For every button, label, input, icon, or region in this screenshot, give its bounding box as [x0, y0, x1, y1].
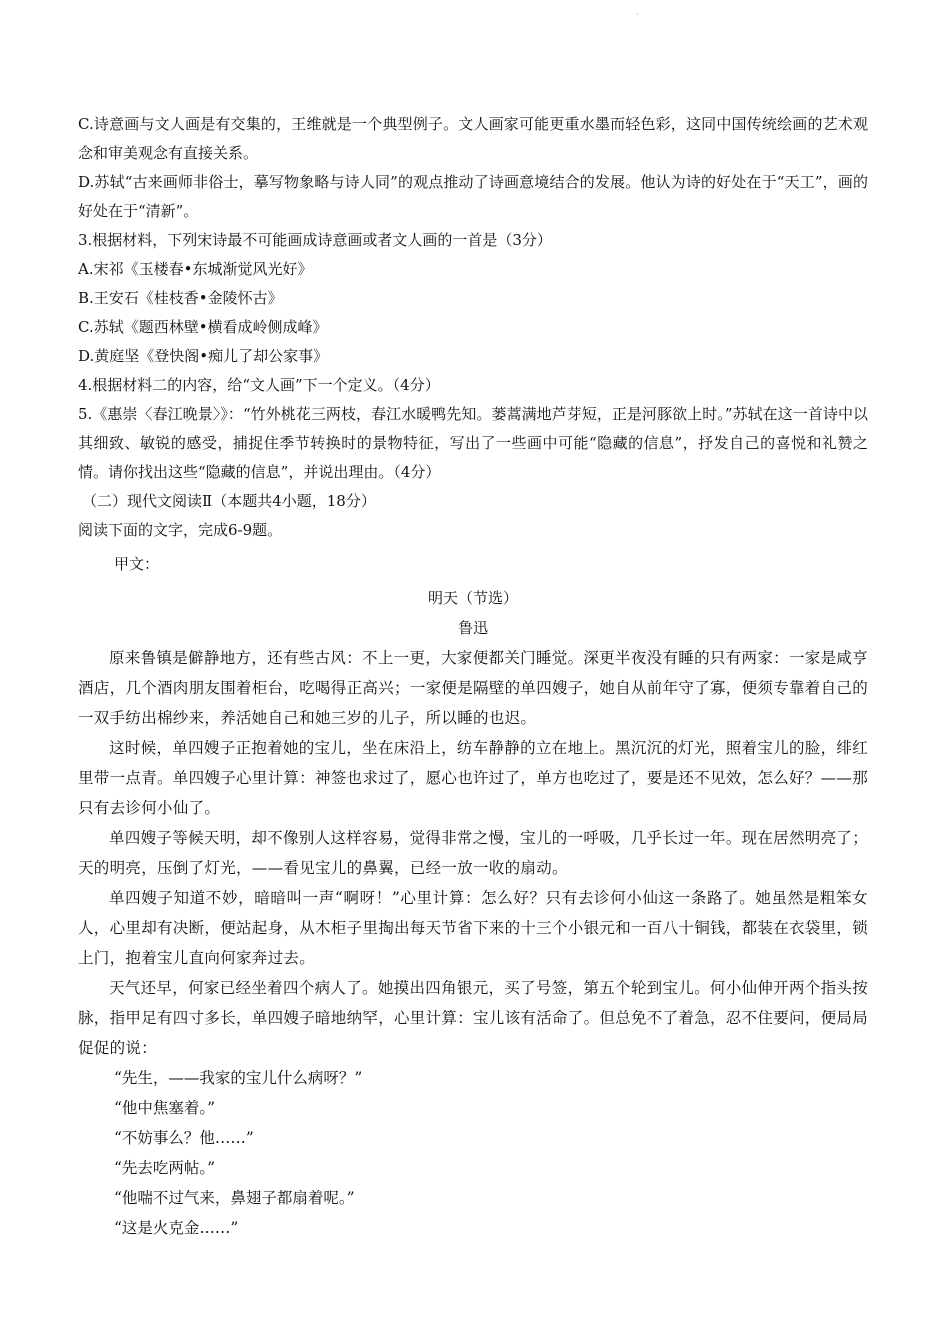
dialogue-line: “这是火克金……”	[114, 1219, 239, 1237]
section-heading: （二）现代文阅读Ⅱ（本题共4小题，18分）	[82, 492, 376, 510]
question-3-option-c: C.苏轼《题西林壁•横看成岭侧成峰》	[78, 318, 328, 336]
question-4: 4.根据材料二的内容，给“文人画”下一个定义。（4分）	[78, 376, 440, 394]
passage-paragraph: 单四嫂子等候天明，却不像别人这样容易，觉得非常之慢，宝儿的一呼吸，几乎长过一年。现在居然明亮了；天的明亮，压倒了灯光，——看见宝儿的鼻翼，已经一放一收的扇动。	[78, 829, 868, 877]
option-c-paragraph: C.诗意画与文人画是有交集的，王维就是一个典型例子。文人画家可能更重水墨而轻色彩，这同中国传统绘画的艺术观念和审美观念有直接关系。	[78, 115, 868, 162]
passage-paragraph: 原来鲁镇是僻静地方，还有些古风：不上一更，大家便都关门睡觉。深更半夜没有睡的只有两家：一家是咸亨酒店，几个酒肉朋友围着柜台，吃喝得正高兴；一家便是隔壁的单四嫂子，她自从前年守了寡，便须专靠着自己的一双手纺出棉纱来，养活她自己和她三岁的儿子，所以睡的也迟。	[78, 649, 869, 727]
exam-page	[78, 110, 868, 1243]
dialogue-line: “他喘不过气来，鼻翅子都扇着呢。”	[114, 1189, 355, 1207]
passage-paragraph: 单四嫂子知道不妙，暗暗叫一声“啊呀！”心里计算：怎么好？只有去诊何小仙这一条路了。她虽然是粗笨女人，心里却有决断，便站起身，从木柜子里掏出每天节省下来的十三个小银元和一百八十铜钱，都装在衣袋里，锁上门，抱着宝儿直向何家奔过去。	[78, 889, 869, 967]
passage-paragraph: 天气还早，何家已经坐着四个病人了。她摸出四角银元，买了号签，第五个轮到宝儿。何小仙伸开两个指头按脉，指甲足有四寸多长，单四嫂子暗地纳罕，心里计算：宝儿该有活命了。但总免不了着急，忍不住要问，便局局促促的说：	[78, 979, 869, 1057]
passage-paragraph: 这时候，单四嫂子正抱着她的宝儿，坐在床沿上，纺车静静的立在地上。黑沉沉的灯光，照着宝儿的脸，绯红里带一点青。单四嫂子心里计算：神签也求过了，愿心也许过了，单方也吃过了，要是还不见效，怎么好？——那只有去诊何小仙了。	[78, 739, 869, 817]
passage-title: 明天（节选）	[427, 589, 518, 607]
dialogue-line: “他中焦塞着。”	[114, 1099, 216, 1117]
dialogue-line: “不妨事么？他……”	[114, 1129, 254, 1147]
dialogue-line: “先去吃两帖。”	[114, 1159, 216, 1177]
reading-instruction: 阅读下面的文字，完成6-9题。	[78, 521, 283, 539]
passage-author: 鲁迅	[457, 619, 488, 637]
question-5: 5.《惠崇〈春江晚景〉》：“竹外桃花三两枝，春江水暖鸭先知。蒌蒿满地芦芽短，正是河豚欲上时。”苏轼在这一首诗中以其细致、敏锐的感受，捕捉住季节转换时的景物特征，写出了一些画中可能“隐藏的信息”，抒发自己的喜悦和礼赞之情。请你找出这些“隐藏的信息”，并说出理由。（4分）	[78, 405, 868, 481]
option-d-paragraph: D.苏轼“古来画师非俗士，摹写物象略与诗人同”的观点推动了诗画意境结合的发展。他认为诗的好处在于“天工”，画的好处在于“清新”。	[78, 173, 868, 220]
passage-label: 甲文：	[114, 555, 160, 573]
question-3-option-a: A.宋祁《玉楼春•东城渐觉风光好》	[78, 260, 313, 278]
corner-mark: ·	[636, 10, 639, 19]
question-3-option-d: D.黄庭坚《登快阁•痴儿了却公家事》	[78, 347, 329, 365]
question-3: 3.根据材料，下列宋诗最不可能画成诗意画或者文人画的一首是（3分）	[78, 231, 552, 249]
dialogue-line: “先生，——我家的宝儿什么病呀？”	[114, 1069, 363, 1087]
question-3-option-b: B.王安石《桂枝香•金陵怀古》	[78, 289, 283, 307]
